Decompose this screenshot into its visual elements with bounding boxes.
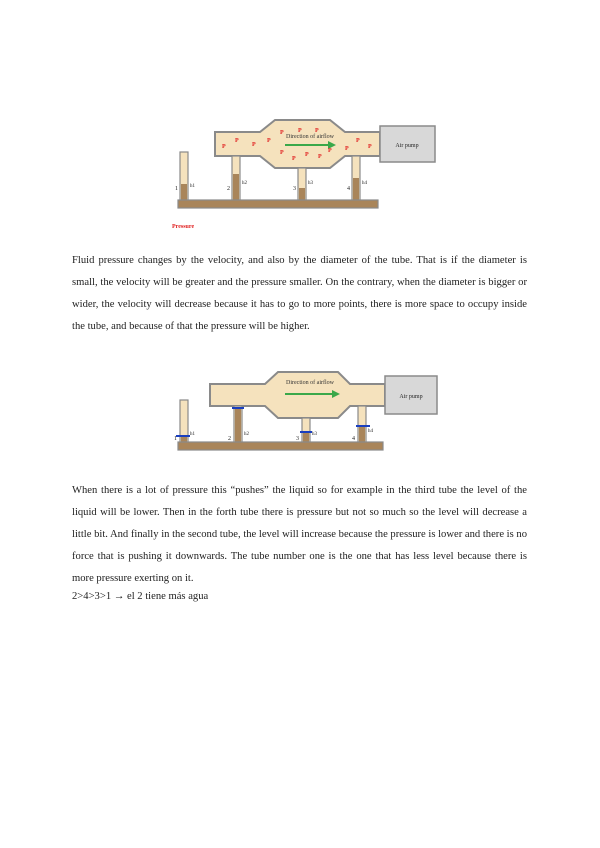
pressure-marker: P [318, 154, 322, 160]
tube-number-4: 4 [347, 186, 350, 192]
pressure-marker: P [345, 146, 349, 152]
liquid-tube-1 [181, 184, 187, 202]
height-label-4: h4 [368, 429, 373, 434]
level-order-note: 2>4>3>1 → el 2 tiene más agua [72, 591, 209, 602]
paragraph-pressure-diameter: Fluid pressure changes by the velocity, and also by the diameter of the tube. That is if the diameter is small, the velocity will be greater and the pressure smaller. On the contrary, when the diameter is bigger or wider, the velocity will decrease because it has to go to more points, there is more space to occupy inside the tube, and because of that the pressure will be higher. [72, 255, 527, 332]
pressure-marker: P [252, 142, 256, 148]
pressure-marker: P [298, 128, 302, 134]
tube-number-3: 3 [293, 186, 296, 192]
height-label-2: h2 [242, 181, 247, 186]
tube-number-1: 1 [174, 436, 177, 442]
pressure-marker: P [280, 150, 284, 156]
pressure-marker: P [305, 152, 309, 158]
air-pump-label: Air pump [395, 143, 419, 149]
height-label-1: h1 [190, 432, 195, 437]
tube-number-1: 1 [175, 186, 178, 192]
pressure-marker: P [368, 144, 372, 150]
tube-number-2: 2 [228, 436, 231, 442]
pressure-marker: P [280, 130, 284, 136]
airflow-pressure-svg [160, 112, 445, 234]
tube-number-4: 4 [352, 436, 355, 442]
height-label-2: h2 [244, 432, 249, 437]
pressure-marker: P [292, 156, 296, 162]
paragraph-tube-levels: When there is a lot of pressure this “pushes” the liquid so for example in the third tube the level of the liquid will be lower. Then in the forth tube there is pressure but not so much so the level will decrease a little bit. And finally in the second tube, the level will increase because the pressure is lower and there is no force that is pushing it downwards. The tube number one is the one that has less level because there is more pressure exerting on it. [72, 485, 527, 584]
airflow-title: Direction of airflow [286, 134, 334, 140]
tube-number-2: 2 [227, 186, 230, 192]
tube-number-3: 3 [296, 436, 299, 442]
air-pump-label: Air pump [399, 394, 423, 400]
height-label-3: h3 [312, 432, 317, 437]
bottom-channel [178, 200, 378, 208]
liquid-tube-2 [233, 174, 239, 202]
pressure-marker: P [356, 138, 360, 144]
liquid-tube-4 [359, 426, 365, 444]
pressure-marker: P [315, 128, 319, 134]
airflow-level-svg [170, 368, 442, 458]
pressure-marker: P [222, 144, 226, 150]
bottom-channel [178, 442, 383, 450]
height-label-1: h1 [190, 184, 195, 189]
height-label-4: h4 [362, 181, 367, 186]
pressure-marker: P [267, 138, 271, 144]
liquid-tube-2 [235, 408, 241, 444]
height-label-3: h3 [308, 181, 313, 186]
pressure-caption: Pressure [172, 224, 195, 230]
pressure-marker: P [235, 138, 239, 144]
pressure-marker: P [328, 148, 332, 154]
airflow-title: Direction of airflow [286, 380, 334, 386]
airflow-level-diagram [170, 368, 442, 458]
liquid-tube-4 [353, 178, 359, 202]
airflow-pressure-diagram [160, 112, 445, 234]
